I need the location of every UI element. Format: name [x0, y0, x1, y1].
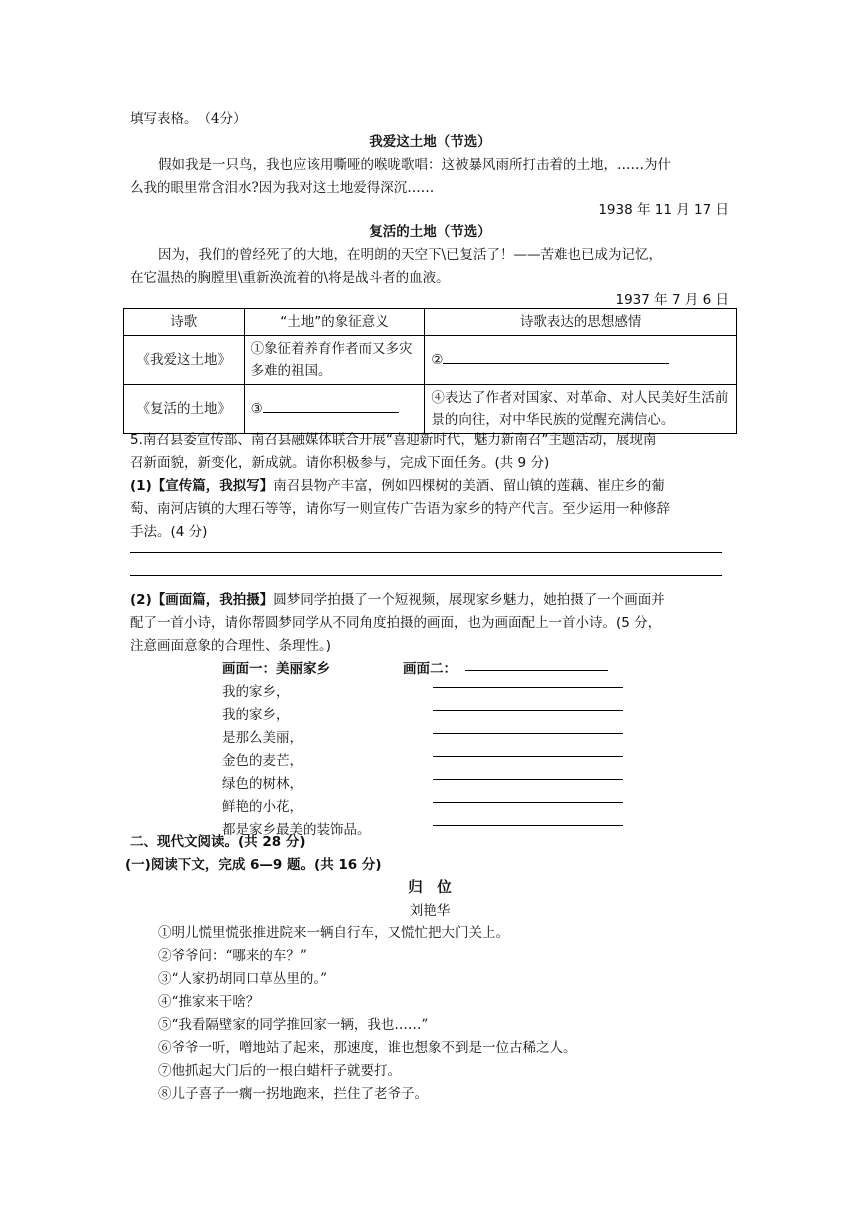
q5-line1: 5.南召县委宣传部、南召县融媒体联合开展“喜迎新时代，魅力新南召”主题活动，展现南: [130, 432, 657, 448]
table-row: [124, 385, 737, 434]
poem-line: 都是家乡最美的装饰品。: [222, 822, 371, 838]
poem2-line1: 因为，我们的曾经死了的大地，在明朗的天空下\已复活了！——苦难也已成为记忆，: [158, 247, 663, 263]
table-cell-feeling: ④表达了作者对国家、对革命、对人民美好生活前景的向往，对中华民族的觉醒充满信心。: [425, 385, 737, 434]
poem2-date: 1937 年 7 月 6 日: [615, 292, 729, 308]
answer-blank-3-label: ③: [250, 401, 263, 417]
poem-line: 鲜艳的小花，: [222, 799, 303, 815]
answer-line[interactable]: [130, 552, 722, 553]
q5-part1-text: 南召县物产丰富，例如四棵树的美酒、留山镇的莲藕、崔庄乡的葡: [273, 478, 665, 494]
story-para: ⑥爷爷一听，噌地站了起来，那速度，谁也想象不到是一位古稀之人。: [158, 1040, 577, 1056]
table-header: 诗歌: [124, 309, 245, 336]
story-title: 归 位: [408, 880, 452, 896]
story-para: ⑦他抓起大门后的一根白蜡杆子就要打。: [158, 1063, 401, 1079]
table-cell-feeling: [425, 336, 737, 385]
poem-line: 我的家乡，: [222, 707, 290, 723]
story-author: 刘艳华: [409, 903, 451, 919]
table-header-row: [124, 309, 737, 336]
poem1-title: 我爱这土地（节选）: [369, 134, 491, 150]
scene2-title: 画面二：: [403, 661, 457, 677]
answer-blank-3[interactable]: [263, 398, 399, 413]
table-row: [124, 336, 737, 385]
poem-line: 我的家乡，: [222, 684, 290, 700]
poem-line: 是那么美丽，: [222, 730, 303, 746]
poem-answer-line[interactable]: [433, 687, 623, 688]
q5-part2-line3: 注意画面意象的合理性、条理性。): [130, 638, 332, 654]
poem-line: 绿色的树林，: [222, 776, 303, 792]
table-header: 诗歌表达的思想感情: [425, 309, 737, 336]
intro-text: 填写表格。 （4分）: [130, 111, 247, 127]
answer-line[interactable]: [130, 575, 722, 576]
table-cell-symbol: ①象征着养育作者而又多灾多难的祖国。: [244, 336, 425, 385]
table-cell-symbol: [244, 385, 425, 434]
q5-part2-line1: [130, 588, 665, 608]
poem1-date: 1938 年 11 月 17 日: [598, 202, 729, 218]
section2-heading: 二、现代文阅读。(共 28 分): [130, 834, 306, 850]
poem-answer-line[interactable]: [433, 710, 623, 711]
q5-line2: 召新面貌，新变化，新成就。请你积极参与，完成下面任务。(共 9 分): [130, 455, 550, 471]
table-cell-poem: 《我爱这土地》: [124, 336, 245, 385]
q5-part1-line1: [130, 474, 665, 494]
poem-answer-line[interactable]: [433, 779, 623, 780]
q5-part2-line2: 配了一首小诗，请你帮圆梦同学从不同角度拍摄的画面，也为画面配上一首小诗。(5 分，: [130, 615, 662, 631]
poem1-line1: 假如我是一只鸟，我也应该用嘶哑的喉咙歌唱：这被暴风雨所打击着的土地，……为什: [158, 157, 671, 173]
poem-answer-line[interactable]: [433, 733, 623, 734]
answer-blank-2-label: ②: [431, 352, 444, 368]
section2-sub: (一)阅读下文，完成 6—9 题。(共 16 分): [125, 857, 382, 873]
q5-part1-tag: (1)【宣传篇，我拟写】: [130, 478, 274, 494]
scene1-title: 画面一：美丽家乡: [222, 661, 330, 677]
story-para: ⑤“我看隔壁家的同学推回家一辆，我也……”: [158, 1017, 429, 1033]
q5-part2-tag: (2)【画面篇，我拍摄】: [130, 592, 274, 608]
scene2-title-blank[interactable]: [465, 670, 608, 671]
poem-line: 金色的麦芒，: [222, 753, 303, 769]
q5-part1-line2: 萄、南河店镇的大理石等等，请你写一则宣传广告语为家乡的特产代言。至少运用一种修辞: [130, 501, 670, 517]
story-para: ①明儿慌里慌张推进院来一辆自行车，又慌忙把大门关上。: [158, 925, 509, 941]
story-para: ②爷爷问：“哪来的车？”: [158, 948, 307, 964]
story-para: ③“人家扔胡同口草丛里的。”: [158, 971, 328, 987]
poem-answer-line[interactable]: [433, 756, 623, 757]
q5-part1-line3: 手法。(4 分): [130, 524, 208, 540]
poem2-line2: 在它温热的胸膛里\重新涣流着的\将是战斗者的血液。: [130, 270, 450, 286]
poem1-line2: 么我的眼里常含泪水?因为我对这土地爱得深沉……: [130, 180, 435, 196]
answer-blank-2[interactable]: [443, 349, 669, 364]
poem-answer-line[interactable]: [433, 825, 623, 826]
poem2-title: 复活的土地（节选）: [369, 224, 491, 240]
table-header: “土地”的象征意义: [244, 309, 425, 336]
story-para: ⑧儿子喜子一瘸一拐地跑来，拦住了老爷子。: [158, 1086, 428, 1102]
story-para: ④“推家来干啥？: [158, 994, 260, 1010]
poem-answer-line[interactable]: [433, 802, 623, 803]
table-cell-poem: 《复活的土地》: [124, 385, 245, 434]
poem-table: [123, 308, 737, 434]
q5-part2-text: 圆梦同学拍摄了一个短视频，展现家乡魅力，她拍摄了一个画面并: [273, 592, 665, 608]
